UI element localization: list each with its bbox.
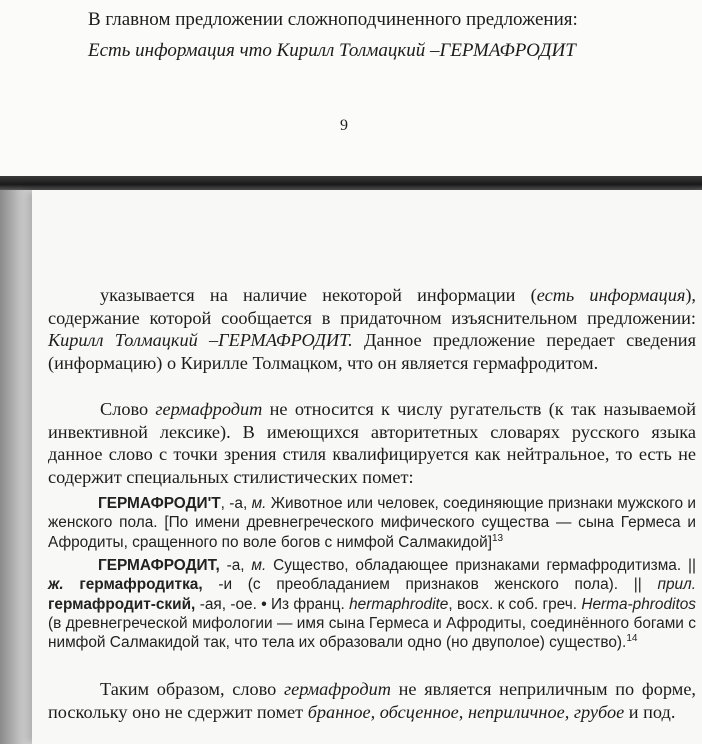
para1-italic-1: есть информация xyxy=(536,285,686,305)
para2-text-1: Слово xyxy=(100,399,156,419)
dict2-fem-label: ж. xyxy=(48,576,64,594)
paragraph-2 xyxy=(48,398,696,488)
para3-italic-1: гермафродит xyxy=(284,679,391,699)
para1-text-2: ), содержание которой сообщается в придаточном изъяснительном предложении: xyxy=(48,285,697,328)
dict2-text-5: Из франц. xyxy=(266,595,350,613)
dict1-text-1: , -а, xyxy=(220,495,252,512)
dict2-text-3: -и (с преобладанием признаков женского пола). || xyxy=(202,576,658,594)
para3-text-3: и под. xyxy=(624,701,676,722)
dict2-greek-word: Herma-phroditos xyxy=(581,595,696,613)
current-page xyxy=(32,190,702,744)
page-seam xyxy=(0,176,702,190)
para3-text-2: не является неприличным по форме, поскольку оно не сдержит помет xyxy=(48,679,696,722)
para3-italic-2: бранное, обсценное, неприличное, грубое xyxy=(307,701,625,722)
paragraph-1 xyxy=(48,284,696,374)
para3-text-1: Таким образом, слово xyxy=(100,679,285,699)
para2-text-2: не относится к числу ругательств (к так называемой инвективной лексике). В имеющихся авторитетных словарях русского языка данное слово с точки зрения стиля квалифицируется как нейтральное, то есть не содержит специальных стилистических помет: xyxy=(48,399,696,487)
dict2-text-2: Существо, обладающее признаками гермафродитизма. || xyxy=(266,557,696,574)
bullet-icon: • xyxy=(261,595,267,613)
page-number: 9 xyxy=(340,117,348,134)
dict1-definition: Животное или человек, соединяющие признаки мужского и женского пола. [По имени древнегреческого мифического существа — сына Гермеса и Афродиты, сращенного по воле богов с нимфой Салмакидой] xyxy=(48,495,697,551)
dict2-fem-word: гермафродитка, xyxy=(63,576,203,594)
footnote-13: 13 xyxy=(491,532,504,544)
dictionary-entry-1 xyxy=(48,494,696,552)
dict2-text-1: -а, xyxy=(219,557,252,574)
dict2-gender: м. xyxy=(251,557,267,574)
dict2-headword: ГЕРМАФРОДИТ, xyxy=(98,557,220,574)
dict1-headword: ГЕРМАФРОДИ'Т xyxy=(98,495,221,512)
dict2-french-word: hermaphrodite xyxy=(349,595,449,613)
top-text-line: В главном предложении сложноподчиненного предложения: xyxy=(88,9,578,30)
footnote-14: 14 xyxy=(626,633,638,645)
paragraph-3 xyxy=(48,678,696,723)
para1-italic-2: Кирилл Толмацкий –ГЕРМАФРОДИТ. xyxy=(48,330,353,351)
dict2-adj-word: гермафродит-ский, xyxy=(48,595,196,613)
dict2-text-4: -ая, -ое. xyxy=(195,595,262,613)
dict2-text-6: , восх. к соб. греч. xyxy=(448,595,582,613)
para1-text-1: указывается на наличие некоторой информации ( xyxy=(100,285,537,305)
para2-italic-1: гермафродит xyxy=(155,399,263,419)
previous-page-fragment xyxy=(0,0,702,176)
dictionary-entry-2 xyxy=(48,556,696,652)
top-italic-example: Есть информация что Кирилл Толмацкий –ГЕРМАФРОДИТ xyxy=(88,40,576,61)
dict1-gender: м. xyxy=(251,495,267,512)
para1-text-3: Данное предложение передает сведения (информацию) о Кирилле Толмацком, что он является гермафродитом. xyxy=(48,330,696,373)
dict2-text-7: (в древнегреческой мифологии — имя сына Гермеса и Афродиты, соединённого богами с нимфой Салмакидой так, что тела их образовали одно (но двуполое) существо). xyxy=(48,614,696,652)
dict2-adj-label: прил. xyxy=(657,576,697,594)
